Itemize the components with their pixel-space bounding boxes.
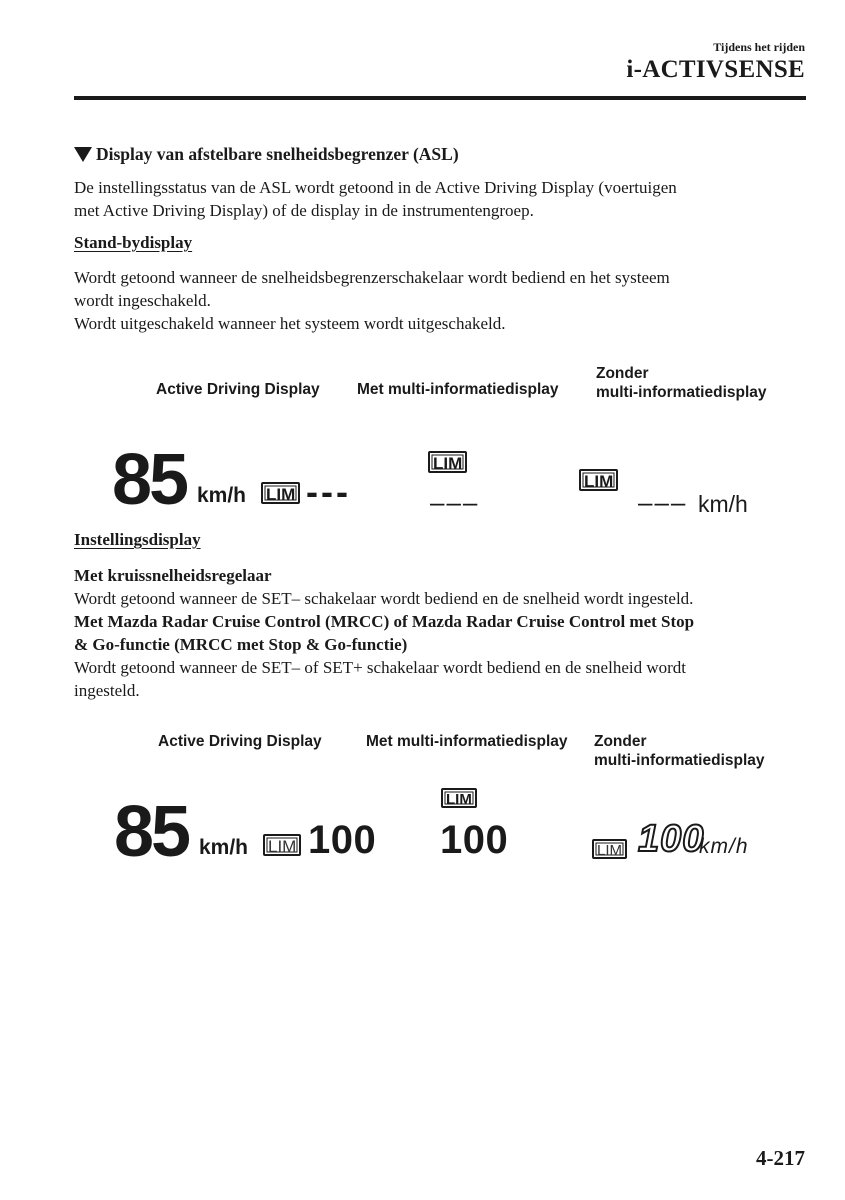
col-without-line1: Zonder bbox=[594, 733, 647, 750]
standby-line: Wordt getoond wanneer de snelheidsbegrenzerschakelaar wordt bediend en het systeem bbox=[74, 268, 670, 287]
chapter-title: i-ACTIVSENSE bbox=[626, 56, 805, 83]
header-rule bbox=[74, 96, 806, 100]
lim-indicator-icon: LIM bbox=[579, 469, 618, 491]
col-without-line2: multi-informatiedisplay bbox=[594, 752, 765, 769]
standby-paragraph bbox=[74, 266, 809, 335]
lim-indicator-icon: LIM bbox=[592, 839, 627, 859]
setting-title: Instellingsdisplay bbox=[74, 530, 201, 549]
setting-without-set-speed: 100 bbox=[638, 818, 705, 860]
standby-without-dashes: ––– bbox=[638, 487, 688, 517]
setting-col-multi: Met multi-informatiedisplay bbox=[366, 733, 568, 750]
standby-title: Stand-bydisplay bbox=[74, 233, 193, 252]
standby-without-unit: km/h bbox=[698, 491, 748, 517]
lim-indicator-icon: LIM bbox=[261, 482, 300, 504]
standby-adp-unit: km/h bbox=[197, 484, 247, 507]
setting-adp-unit: km/h bbox=[199, 836, 249, 859]
page-number: 4-217 bbox=[756, 1146, 805, 1170]
setting-sub2-line: ingesteld. bbox=[74, 681, 140, 700]
lim-indicator-icon: LIM bbox=[263, 834, 301, 856]
setting-sub2-text bbox=[74, 656, 809, 702]
setting-sub1-text bbox=[74, 587, 809, 610]
setting-sub2-title bbox=[74, 610, 809, 656]
setting-sub2-title-line: & Go-functie (MRCC met Stop & Go-functie) bbox=[74, 635, 408, 654]
col-without-line2: multi-informatiedisplay bbox=[596, 384, 767, 401]
setting-sub1-line: Wordt getoond wanneer de SET– schakelaar wordt bediend en de snelheid wordt ingesteld. bbox=[74, 589, 694, 608]
setting-col-without bbox=[594, 732, 765, 770]
triangle-bullet-icon bbox=[74, 147, 92, 162]
lim-indicator-icon: LIM bbox=[441, 788, 477, 808]
intro-line: met Active Driving Display) of de display in de instrumentengroep. bbox=[74, 201, 534, 220]
standby-multi-dashes: ––– bbox=[430, 487, 480, 517]
standby-col-adp: Active Driving Display bbox=[156, 381, 320, 398]
standby-col-multi: Met multi-informatiedisplay bbox=[357, 381, 559, 398]
lim-indicator-icon: LIM bbox=[428, 451, 467, 473]
setting-col-adp: Active Driving Display bbox=[158, 733, 322, 750]
setting-adp-set-speed: 100 bbox=[308, 818, 377, 862]
standby-adp-speed: 85 bbox=[112, 440, 187, 520]
setting-without-unit: km/h bbox=[699, 835, 749, 858]
setting-multi-set-speed: 100 bbox=[440, 818, 509, 862]
standby-col-without bbox=[596, 364, 767, 402]
intro-line: De instellingsstatus van de ASL wordt getoond in de Active Driving Display (voertuigen bbox=[74, 178, 677, 197]
setting-sub1-title: Met kruissnelheidsregelaar bbox=[74, 566, 272, 585]
section-heading bbox=[74, 144, 459, 165]
standby-line: wordt ingeschakeld. bbox=[74, 291, 211, 310]
chapter-label: Tijdens het rijden bbox=[713, 40, 805, 54]
col-without-line1: Zonder bbox=[596, 365, 649, 382]
setting-sub2-title-line: Met Mazda Radar Cruise Control (MRCC) of Mazda Radar Cruise Control met Stop bbox=[74, 612, 695, 631]
standby-line: Wordt uitgeschakeld wanneer het systeem wordt uitgeschakeld. bbox=[74, 314, 506, 333]
section-heading-text: Display van afstelbare snelheidsbegrenzer (ASL) bbox=[96, 144, 459, 164]
intro-paragraph bbox=[74, 176, 809, 222]
setting-adp-speed: 85 bbox=[114, 792, 189, 872]
standby-adp-dashes: --- bbox=[306, 471, 351, 512]
setting-sub2-line: Wordt getoond wanneer de SET– of SET+ schakelaar wordt bediend en de snelheid wordt bbox=[74, 658, 687, 677]
